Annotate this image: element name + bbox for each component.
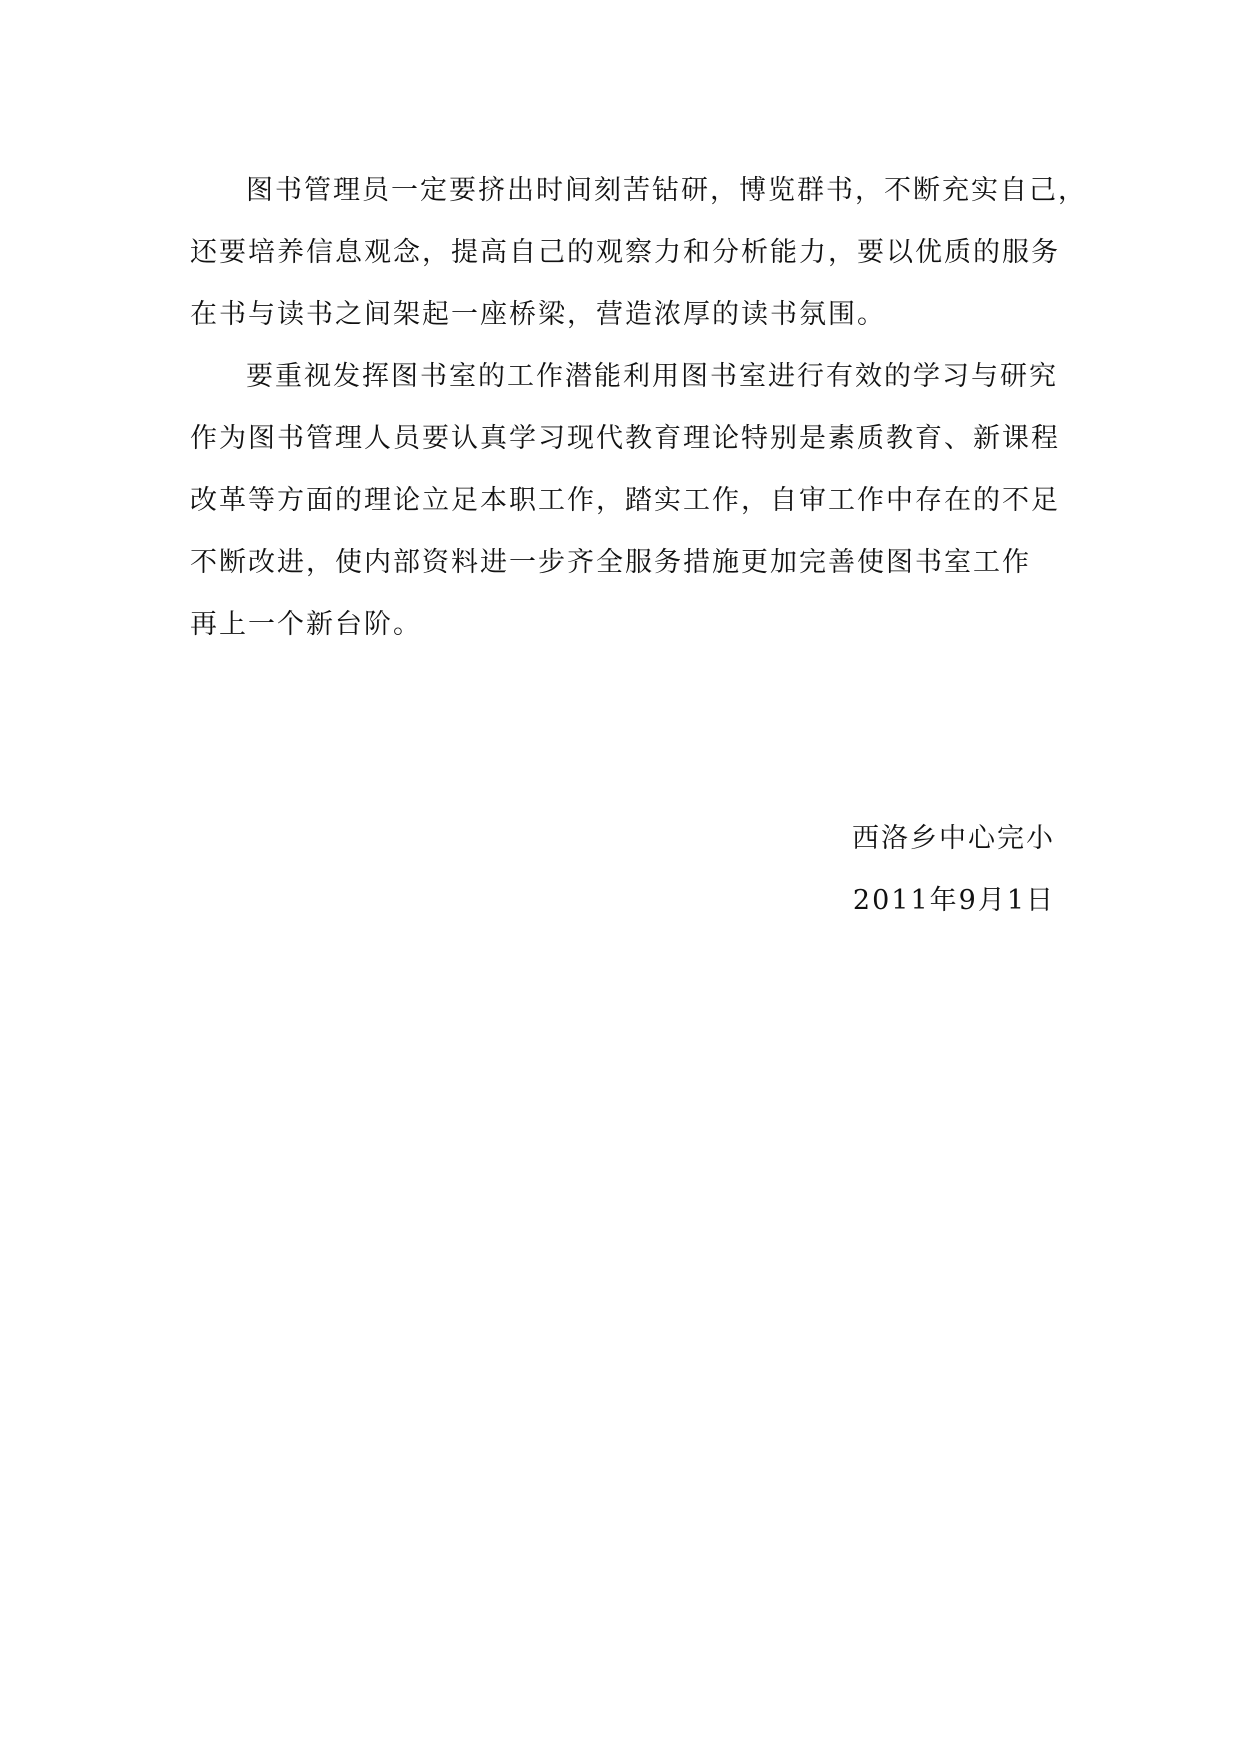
paragraph-line: 图书管理员一定要挤出时间刻苦钻研，博览群书，不断充实自己， — [246, 175, 1087, 206]
paragraph-line: 改革等方面的理论立足本职工作，踏实工作，自审工作中存在的不足 — [190, 485, 1060, 516]
paragraph-line: 再上一个新台阶。 — [190, 609, 422, 640]
paragraph-line: 要重视发挥图书室的工作潜能利用图书室进行有效的学习与研究 — [246, 361, 1058, 392]
paragraph-2 — [190, 346, 1060, 656]
signature-date: 2011年9月1日 — [852, 885, 1055, 916]
signature-organization: 西洛乡中心完小 — [852, 823, 1055, 854]
document-body — [190, 160, 1087, 656]
signature-block — [852, 808, 1055, 932]
paragraph-line: 作为图书管理人员要认真学习现代教育理论特别是素质教育、新课程 — [190, 423, 1060, 454]
paragraph-line: 不断改进，使内部资料进一步齐全服务措施更加完善使图书室工作 — [190, 547, 1031, 578]
paragraph-1 — [190, 160, 1087, 346]
paragraph-line: 还要培养信息观念，提高自己的观察力和分析能力，要以优质的服务 — [190, 237, 1060, 268]
paragraph-line: 在书与读书之间架起一座桥梁，营造浓厚的读书氛围。 — [190, 299, 886, 330]
